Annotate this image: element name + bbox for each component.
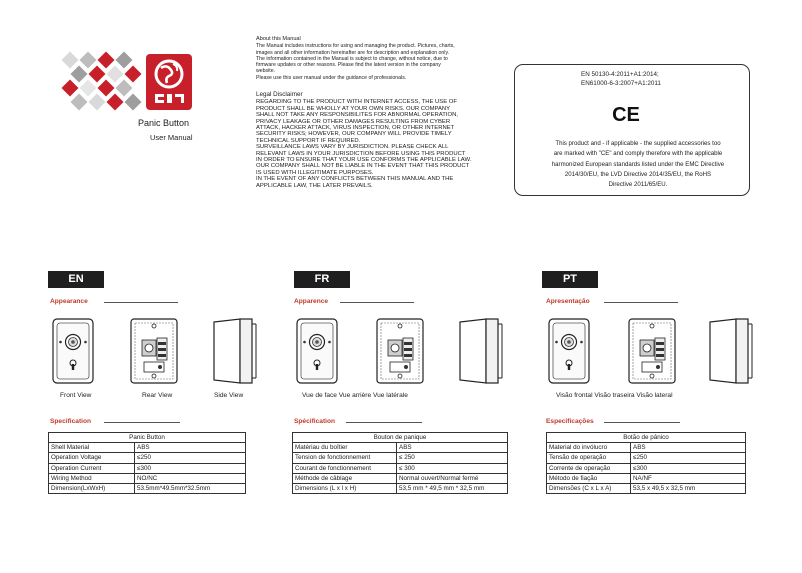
- heading-rule: [346, 422, 422, 423]
- compliance-line: Directive 2011/65/EU.: [608, 181, 668, 189]
- table-row: [293, 483, 508, 493]
- table-row: [49, 473, 246, 483]
- rear-view-image: [130, 318, 178, 384]
- specification-heading-fr: Spécification: [294, 418, 336, 425]
- standard-line: EN61000-6-3:2007+A1:2011: [581, 80, 661, 87]
- spec-label: Operation Voltage: [49, 453, 135, 463]
- spec-label: Dimensões (C x L x A): [547, 483, 631, 493]
- legal-line: PRODUCT SHALL BE WHOLLY AT YOUR OWN RISKS. OUR COMPANY: [256, 105, 451, 112]
- heading-rule: [104, 422, 180, 423]
- spec-value: ABS: [397, 443, 508, 453]
- legal-line: IN THE EVENT OF ANY CONFLICTS BETWEEN THIS MANUAL AND THE: [256, 176, 454, 183]
- table-row: [293, 453, 508, 463]
- spec-label: Wiring Method: [49, 473, 135, 483]
- legal-line: ATTACK, HACKER ATTACK, VIRUS INSPECTION, OR OTHER INTERNET: [256, 125, 455, 132]
- spec-table-pt: [546, 432, 746, 494]
- specification-heading-en: Specification: [50, 418, 92, 425]
- about-line: firmware updates or other reasons. Please find the latest version in the company: [256, 62, 441, 69]
- spec-table-title: Botão de pânico: [547, 433, 746, 443]
- views-label-pt: Visão frontal Visão traseira Visão lateral: [556, 392, 673, 399]
- legal-line: SHALL NOT TAKE ANY RESPONSIBILITES FOR ABNORMAL OPERATION,: [256, 112, 458, 119]
- spec-table-fr: [292, 432, 508, 494]
- heading-rule: [104, 302, 178, 303]
- legal-line: IN ORDER TO ENSURE THAT YOUR USE CONFORMS THE APPLICABLE LAW.: [256, 157, 472, 164]
- spec-value: 53.5mm*49.5mm*32.5mm: [135, 483, 246, 493]
- spec-value: NA/NF: [631, 473, 746, 483]
- globe-icon: [146, 54, 192, 110]
- about-manual: [256, 36, 488, 81]
- front-view-image: [52, 318, 94, 384]
- front-view-image: [296, 318, 338, 384]
- spec-label: Matériau du boîtier: [293, 443, 397, 453]
- legal-line: SECURITY RISKS; HOWEVER, OUR COMPANY WILL PROVIDE TIMELY: [256, 131, 452, 138]
- table-row: [547, 483, 746, 493]
- views-label-fr: Vue de face Vue arrière Vue latérale: [302, 392, 408, 399]
- spec-value: ≤ 300: [397, 463, 508, 473]
- spec-table-title: Panic Button: [49, 433, 246, 443]
- spec-label: Dimensions (L x l x H): [293, 483, 397, 493]
- spec-label: Corrente de operação: [547, 463, 631, 473]
- spec-value: ≤250: [631, 453, 746, 463]
- compliance-line: harmonized European standards listed under the EMC Directive: [551, 160, 725, 168]
- front-view-image: [548, 318, 590, 384]
- spec-value: ≤ 250: [397, 453, 508, 463]
- appearance-heading-pt: Apresentação: [546, 298, 590, 305]
- spec-label: Dimension(LxWxH): [49, 483, 135, 493]
- table-row: [49, 463, 246, 473]
- table-row: [49, 453, 246, 463]
- about-line: The information contained in the Manual is subject to change, without notice, due to: [256, 55, 448, 62]
- side-view-label: Side View: [214, 392, 244, 399]
- spec-value: 53,5 x 49,5 x 32,5 mm: [631, 483, 746, 493]
- spec-label: Material do invólucro: [547, 443, 631, 453]
- compliance-line: are marked with "CE" and comply therefore with the applicable: [553, 150, 723, 158]
- table-row: [49, 443, 246, 453]
- product-title: Panic Button: [138, 118, 190, 128]
- spec-value: ≤250: [135, 453, 246, 463]
- legal-line: TECHNICAL SUPPORT IF REQUIRED.: [256, 137, 361, 144]
- standard-line: EN 50130-4:2011+A1:2014;: [581, 71, 659, 78]
- compliance-line: 2014/30/EU, the LVD Directive 2014/35/EU, the RoHS: [564, 170, 712, 178]
- about-line: website.: [256, 68, 276, 75]
- spec-label: Tensão de operação: [547, 453, 631, 463]
- spec-value: ≤300: [631, 463, 746, 473]
- heading-rule: [604, 302, 678, 303]
- spec-value: Normal ouvert/Normal fermé: [397, 473, 508, 483]
- about-line: images and all other information hereinafter are for description and explanation only.: [256, 49, 450, 56]
- spec-label: Méthode de câblage: [293, 473, 397, 483]
- spec-value: NO/NC: [135, 473, 246, 483]
- spec-value: ABS: [135, 443, 246, 453]
- spec-label: Courant de fonctionnement: [293, 463, 397, 473]
- spec-value: 53,5 mm * 49,5 mm * 32,5 mm: [397, 483, 508, 493]
- rear-view-image: [376, 318, 424, 384]
- legal-line: RELEVANT LAWS IN YOUR JURISDICTION BEFORE USING THIS PRODUCT: [256, 150, 466, 157]
- heading-rule: [340, 302, 414, 303]
- manual-label: User Manual: [150, 133, 193, 142]
- spec-label: Operation Current: [49, 463, 135, 473]
- legal-line: REGARDING TO THE PRODUCT WITH INTERNET ACCESS, THE USE OF: [256, 99, 457, 106]
- table-row: [547, 463, 746, 473]
- about-line: The Manual includes instructions for using and managing the product. Pictures, charts,: [256, 43, 455, 50]
- spec-table-en: [48, 432, 246, 494]
- front-view-label: Front View: [60, 392, 92, 399]
- legal-line: OUR COMPANY SHALL NOT BE LIABLE IN THE EVENT THAT THIS PRODUCT: [256, 163, 470, 170]
- appearance-heading-fr: Apparence: [294, 298, 329, 305]
- rear-view-label: Rear View: [142, 392, 173, 399]
- legal-disclaimer: [256, 92, 496, 189]
- about-line: Please use this user manual under the guidance of professionals.: [256, 74, 407, 81]
- table-row: [293, 443, 508, 453]
- side-view-image: [458, 318, 504, 384]
- spec-label: Método de fiação: [547, 473, 631, 483]
- spec-label: Tension de fonctionnement: [293, 453, 397, 463]
- table-row: [547, 443, 746, 453]
- compliance-text: [533, 139, 743, 190]
- legal-line: SURVEILLANCE LAWS VARY BY JURISDICTION. PLEASE CHECK ALL: [256, 144, 449, 151]
- legal-title: Legal Disclaimer: [256, 91, 303, 98]
- ce-mark-icon: [611, 103, 641, 125]
- spec-value: ABS: [631, 443, 746, 453]
- table-row: [49, 483, 246, 493]
- globe-logo-badge: [146, 54, 192, 110]
- spec-table-title: Bouton de panique: [293, 433, 508, 443]
- table-row: [293, 463, 508, 473]
- rear-view-image: [628, 318, 676, 384]
- specification-heading-pt: Especificações: [546, 418, 594, 425]
- ce-mark-text: CE: [612, 104, 640, 125]
- side-view-image: [212, 318, 258, 384]
- about-title: About this Manual: [256, 36, 301, 42]
- logo-diamond-tiles: [56, 48, 152, 118]
- side-view-image: [708, 318, 754, 384]
- spec-label: Shell Material: [49, 443, 135, 453]
- compliance-line: This product and - if applicable - the supplied accessories too: [555, 140, 721, 147]
- table-row: [293, 473, 508, 483]
- lang-badge-fr: FR: [294, 271, 350, 288]
- lang-badge-en: EN: [48, 271, 104, 288]
- appearance-heading-en: Appearance: [50, 298, 88, 305]
- table-row: [547, 453, 746, 463]
- brand-logo: [56, 48, 186, 118]
- legal-line: PRIVACY LEAKAGE OR OTHER DAMAGES RESULTING FROM CYBER: [256, 118, 451, 125]
- legal-line: IS USED WITH ILLEGITIMATE PURPOSES.: [256, 169, 374, 176]
- heading-rule: [604, 422, 680, 423]
- table-row: [547, 473, 746, 483]
- spec-value: ≤300: [135, 463, 246, 473]
- lang-badge-pt: PT: [542, 271, 598, 288]
- compliance-box: [514, 64, 750, 196]
- legal-line: APPLICABLE LAW, THE LATER PREVAILS.: [256, 182, 373, 189]
